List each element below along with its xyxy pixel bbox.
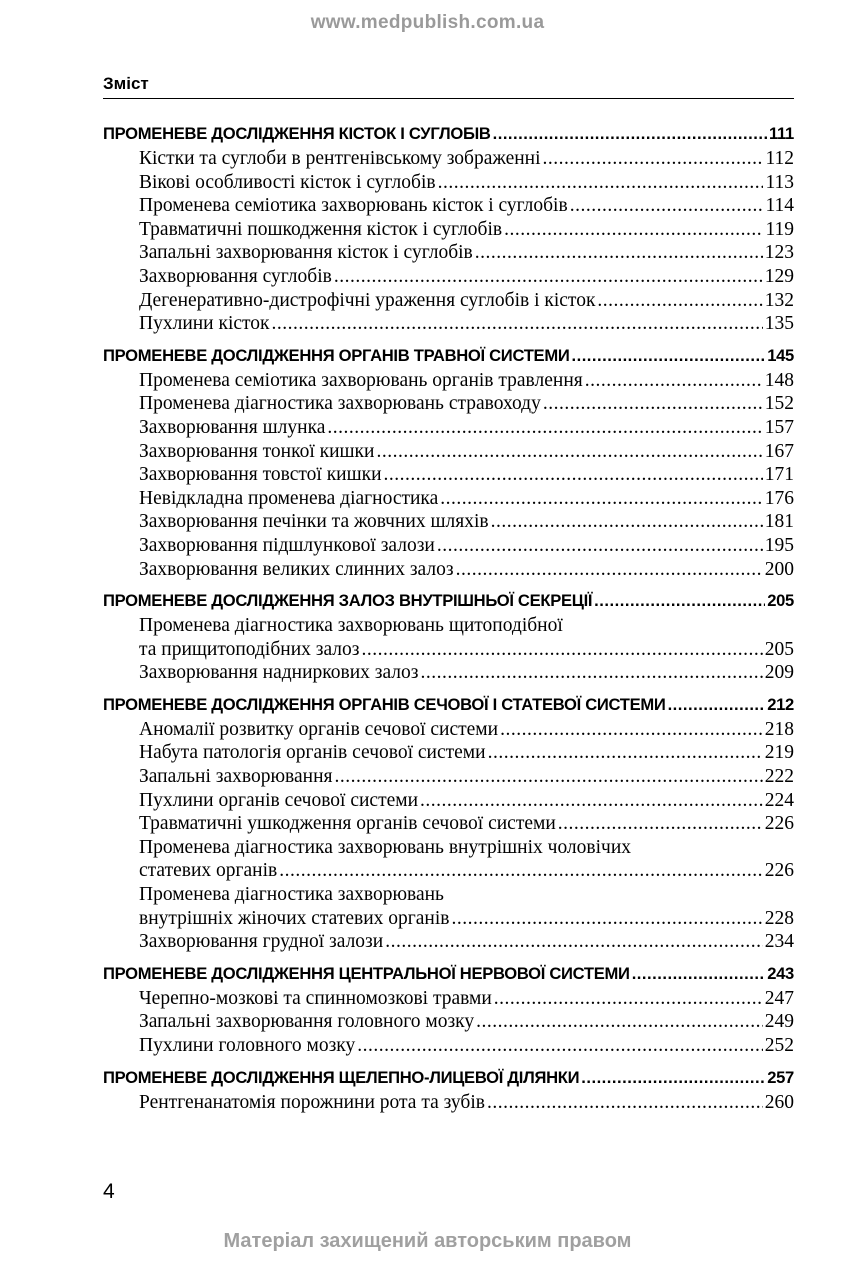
toc-entry-first-line[interactable]	[103, 884, 794, 908]
toc-entry[interactable]	[103, 535, 794, 559]
dot-leader	[570, 195, 764, 217]
entry-title: внутрішніх жіночих статевих органів	[139, 907, 450, 929]
toc-section	[103, 124, 794, 337]
toc-entry[interactable]	[103, 488, 794, 512]
dot-leader	[585, 370, 763, 392]
entry-page-number: 200	[764, 558, 794, 580]
toc-section-heading[interactable]	[103, 346, 794, 370]
toc-entry[interactable]	[103, 242, 794, 266]
entry-title: Захворювання великих слинних залоз	[139, 558, 454, 580]
dot-leader	[597, 290, 762, 312]
toc-entry[interactable]	[103, 813, 794, 837]
dot-leader	[279, 860, 763, 882]
dot-leader	[437, 535, 763, 557]
entry-title: Кістки та суглоби в рентгенівському зображенні	[139, 148, 541, 169]
entry-title: Променева семіотика захворювань органів травлення	[139, 369, 583, 391]
toc-section-heading[interactable]	[103, 964, 794, 988]
dot-leader	[376, 441, 762, 463]
toc-entry[interactable]	[103, 860, 794, 884]
section-title: ПРОМЕНЕВЕ ДОСЛІДЖЕННЯ ЗАЛОЗ ВНУТРІШНЬОЇ СЕКРЕЦІЇ	[103, 591, 593, 611]
table-of-contents	[103, 124, 794, 1124]
entry-title: Променева діагностика захворювань	[139, 884, 444, 906]
toc-entry[interactable]	[103, 742, 794, 766]
watermark-bottom: Матеріал захищений авторським правом	[223, 1230, 632, 1252]
toc-entry[interactable]	[103, 639, 794, 663]
toc-section-heading[interactable]	[103, 695, 794, 719]
entry-page-number: 114	[765, 195, 794, 217]
entry-title: Захворювання надниркових залоз	[139, 662, 419, 684]
entry-page-number: 123	[764, 242, 794, 264]
entry-title: статевих органів	[139, 860, 278, 882]
entry-page-number: 226	[764, 813, 794, 835]
toc-entry[interactable]	[103, 393, 794, 417]
dot-leader	[384, 464, 763, 486]
entry-title: Травматичні пошкодження кісток і суглобів	[139, 218, 503, 240]
toc-entry[interactable]	[103, 417, 794, 441]
toc-entry[interactable]	[103, 290, 794, 314]
entry-title: Травматичні ушкодження органів сечової системи	[139, 813, 556, 835]
toc-section	[103, 1068, 794, 1116]
toc-section-heading[interactable]	[103, 124, 794, 148]
toc-entry[interactable]	[103, 719, 794, 743]
dot-leader	[543, 148, 764, 170]
dot-leader	[500, 719, 763, 741]
entry-page-number: 252	[764, 1035, 794, 1056]
dot-leader	[493, 124, 767, 144]
entry-title: Захворювання грудної залози	[139, 931, 384, 953]
entry-title: Невідкладна променева діагностика	[139, 487, 439, 509]
section-page-number: 243	[767, 963, 794, 983]
toc-entry[interactable]	[103, 195, 794, 219]
toc-entry[interactable]	[103, 662, 794, 686]
toc-section	[103, 591, 794, 686]
toc-entry[interactable]	[103, 464, 794, 488]
entry-page-number: 181	[764, 511, 794, 533]
section-page-number: 145	[767, 345, 794, 365]
entry-title: Захворювання тонкої кишки	[139, 440, 375, 462]
header-divider	[103, 98, 794, 99]
dot-leader	[334, 266, 763, 288]
entry-page-number: 113	[765, 171, 794, 193]
entry-page-number: 247	[764, 987, 794, 1009]
entry-page-number: 195	[764, 534, 794, 556]
toc-entry[interactable]	[103, 1092, 794, 1116]
section-page-number: 205	[767, 591, 794, 611]
section-page-number: 111	[769, 124, 794, 143]
entry-page-number: 224	[764, 789, 794, 811]
entry-page-number: 209	[764, 662, 794, 684]
page-number: 4	[103, 1180, 115, 1203]
dot-leader	[488, 742, 763, 764]
entry-page-number: 219	[764, 742, 794, 764]
dot-leader	[558, 813, 763, 835]
entry-title: Черепно-мозкові та спинномозкові травми	[139, 987, 492, 1009]
entry-page-number: 157	[764, 416, 794, 438]
entry-title: Вікові особливості кісток і суглобів	[139, 171, 436, 193]
entry-title: Пухлини органів сечової системи	[139, 789, 419, 811]
section-title: ПРОМЕНЕВЕ ДОСЛІДЖЕННЯ ЦЕНТРАЛЬНОЇ НЕРВОВОЇ СИСТЕМИ	[103, 963, 630, 983]
entry-title: Променева семіотика захворювань кісток і суглобів	[139, 195, 568, 217]
entry-page-number: 218	[764, 718, 794, 740]
toc-section-heading[interactable]	[103, 1068, 794, 1092]
section-title: ПРОМЕНЕВЕ ДОСЛІДЖЕННЯ ЩЕЛЕПНО-ЛИЦЕВОЇ ДІЛЯНКИ	[103, 1067, 580, 1087]
entry-title: Променева діагностика захворювань внутрішніх чоловічих	[139, 836, 632, 858]
entry-page-number: 152	[764, 393, 794, 415]
dot-leader	[475, 242, 763, 264]
dot-leader	[440, 488, 762, 510]
toc-entry[interactable]	[103, 1035, 794, 1059]
section-title: ПРОМЕНЕВЕ ДОСЛІДЖЕННЯ ОРГАНІВ ТРАВНОЇ СИСТЕМИ	[103, 345, 570, 365]
entry-title: Запальні захворювання головного мозку	[139, 1011, 475, 1033]
dot-leader	[272, 313, 763, 335]
entry-page-number: 222	[764, 766, 794, 788]
dot-leader	[361, 639, 762, 661]
toc-entry[interactable]	[103, 908, 794, 932]
dot-leader	[456, 559, 763, 581]
toc-section-heading[interactable]	[103, 591, 794, 615]
dot-leader	[581, 1068, 765, 1088]
dot-leader	[491, 511, 763, 533]
entry-title: Набута патологія органів сечової системи	[139, 742, 486, 764]
entry-title: Рентгенанатомія порожнини рота та зубів	[139, 1091, 485, 1113]
entry-page-number: 112	[765, 148, 794, 169]
toc-entry[interactable]	[103, 511, 794, 535]
section-title: ПРОМЕНЕВЕ ДОСЛІДЖЕННЯ КІСТОК І СУГЛОБІВ	[103, 124, 491, 143]
dot-leader	[451, 908, 762, 930]
entry-page-number: 119	[765, 218, 794, 240]
entry-title: Пухлини головного мозку	[139, 1035, 356, 1056]
toc-entry[interactable]	[103, 559, 794, 583]
dot-leader	[357, 1035, 762, 1057]
toc-entry[interactable]	[103, 148, 794, 172]
dot-leader	[327, 417, 762, 439]
entry-title: Захворювання суглобів	[139, 265, 332, 287]
entry-page-number: 148	[764, 369, 794, 391]
dot-leader	[487, 1092, 763, 1114]
entry-title: Променева діагностика захворювань стравоходу	[139, 393, 541, 415]
dot-leader	[571, 346, 765, 366]
entry-title: Променева діагностика захворювань щитоподібної	[139, 615, 563, 637]
section-page-number: 257	[767, 1067, 794, 1087]
entry-page-number: 176	[764, 487, 794, 509]
toc-entry-first-line[interactable]	[103, 837, 794, 861]
dot-leader	[476, 1011, 763, 1033]
entry-title: Дегенеративно-дистрофічні ураження суглобів і кісток	[139, 289, 596, 311]
toc-entry[interactable]	[103, 766, 794, 790]
entry-title: Захворювання шлунка	[139, 416, 326, 438]
dot-leader	[494, 988, 763, 1010]
entry-page-number: 171	[764, 464, 794, 486]
entry-page-number: 167	[764, 440, 794, 462]
dot-leader	[543, 393, 763, 415]
toc-entry-first-line[interactable]	[103, 615, 794, 639]
toc-entry[interactable]	[103, 790, 794, 814]
entry-page-number: 249	[764, 1011, 794, 1033]
entry-page-number: 129	[764, 265, 794, 287]
entry-title: Захворювання товстої кишки	[139, 464, 382, 486]
entry-page-number: 234	[764, 931, 794, 953]
dot-leader	[594, 591, 765, 611]
section-title: ПРОМЕНЕВЕ ДОСЛІДЖЕННЯ ОРГАНІВ СЕЧОВОЇ І СТАТЕВОЇ СИСТЕМИ	[103, 694, 666, 714]
watermark-top: www.medpublish.com.ua	[310, 12, 545, 33]
section-page-number: 212	[767, 694, 794, 714]
toc-entry[interactable]	[103, 370, 794, 394]
dot-leader	[334, 766, 762, 788]
toc-section	[103, 695, 794, 955]
toc-entry[interactable]	[103, 988, 794, 1012]
dot-leader	[632, 964, 766, 984]
dot-leader	[420, 790, 763, 812]
toc-entry[interactable]	[103, 441, 794, 465]
entry-title: Аномалії розвитку органів сечової системи	[139, 718, 499, 740]
entry-title: Захворювання підшлункової залози	[139, 534, 435, 556]
toc-entry[interactable]	[103, 1011, 794, 1035]
entry-title: та прищитоподібних залоз	[139, 638, 360, 660]
entry-title: Запальні захворювання	[139, 766, 333, 788]
entry-title: Пухлини кісток	[139, 313, 270, 335]
entry-page-number: 135	[764, 313, 794, 335]
entry-title: Запальні захворювання кісток і суглобів	[139, 242, 473, 264]
toc-section	[103, 346, 794, 582]
entry-page-number: 226	[764, 860, 794, 882]
toc-entry[interactable]	[103, 172, 794, 196]
entry-page-number: 260	[764, 1091, 794, 1113]
dot-leader	[420, 662, 762, 684]
dot-leader	[385, 931, 763, 953]
dot-leader	[668, 695, 766, 715]
page-header-title: Зміст	[103, 74, 149, 93]
entry-page-number: 205	[764, 638, 794, 660]
dot-leader	[504, 219, 763, 241]
toc-entry[interactable]	[103, 266, 794, 290]
toc-section	[103, 964, 794, 1059]
entry-page-number: 132	[764, 289, 794, 311]
entry-page-number: 228	[764, 907, 794, 929]
toc-entry[interactable]	[103, 931, 794, 955]
toc-entry[interactable]	[103, 313, 794, 337]
toc-entry[interactable]	[103, 219, 794, 243]
entry-title: Захворювання печінки та жовчних шляхів	[139, 511, 489, 533]
dot-leader	[438, 172, 764, 194]
